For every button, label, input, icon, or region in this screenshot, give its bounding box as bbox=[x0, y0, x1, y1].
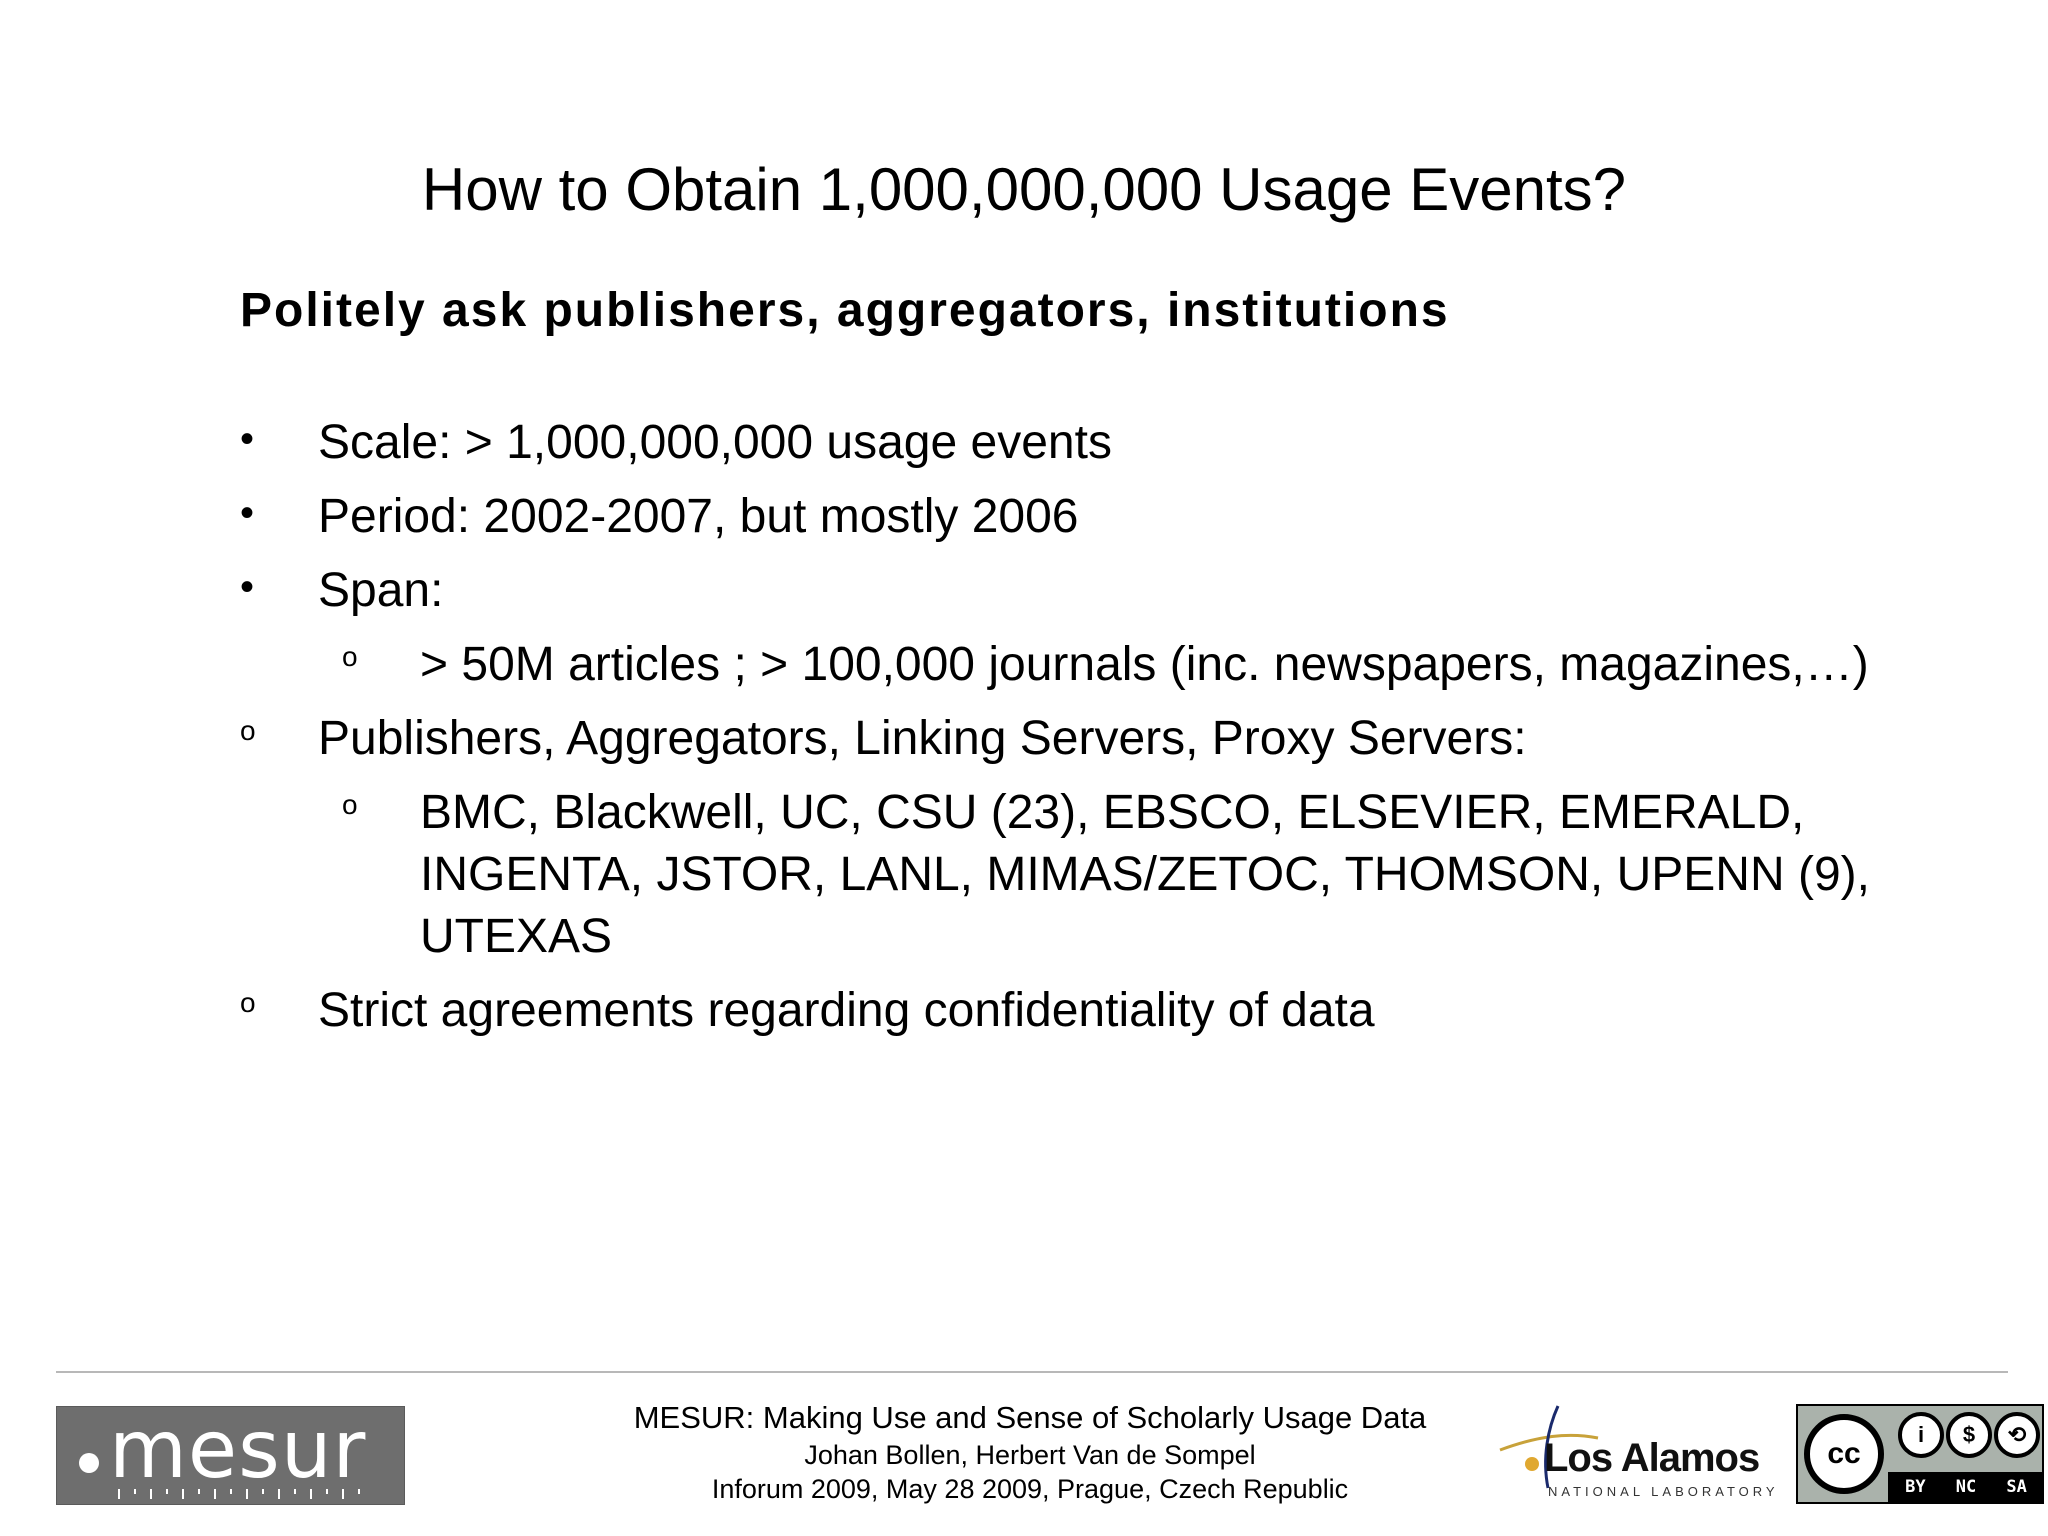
bullet-text: > 50M articles ; > 100,000 journals (inc. newspapers, magazines,…) bbox=[420, 638, 1869, 691]
bullet-item-scale bbox=[240, 412, 1960, 474]
bullet-list bbox=[240, 412, 1960, 1054]
footer-divider bbox=[56, 1371, 2008, 1373]
license-nc: NC bbox=[1955, 1477, 1977, 1497]
logo-dot-icon bbox=[79, 1453, 99, 1473]
bullet-item-agreements bbox=[240, 980, 1960, 1042]
noncommercial-icon: $ bbox=[1946, 1412, 1992, 1458]
slide-footer bbox=[0, 1398, 2048, 1536]
footer-authors: Johan Bollen, Herbert Van de Sompel bbox=[804, 1440, 1256, 1470]
los-alamos-logo bbox=[1498, 1398, 1788, 1514]
logo-ruler-icon bbox=[117, 1489, 367, 1499]
bullet-item-sources bbox=[240, 708, 1960, 770]
bullet-circle-icon: o bbox=[240, 987, 256, 1018]
bullet-item-articles bbox=[240, 634, 1960, 696]
cc-icon: cc bbox=[1804, 1414, 1884, 1494]
bullet-text: Strict agreements regarding confidentiality of data bbox=[318, 984, 1375, 1037]
lab-name: Los Alamos bbox=[1544, 1436, 1760, 1480]
creative-commons-badge bbox=[1796, 1404, 2044, 1504]
bullet-text: Publishers, Aggregators, Linking Servers, Proxy Servers: bbox=[318, 712, 1527, 765]
bullet-item-period bbox=[240, 486, 1960, 548]
bullet-item-providers bbox=[240, 782, 1960, 968]
lab-subtitle: NATIONAL LABORATORY bbox=[1548, 1484, 1779, 1499]
bullet-dot-icon: • bbox=[240, 417, 255, 461]
footer-event: Inforum 2009, May 28 2009, Prague, Czech Republic bbox=[711, 1474, 1349, 1504]
slide-title: How to Obtain 1,000,000,000 Usage Events? bbox=[421, 156, 1627, 223]
bullet-circle-icon: o bbox=[342, 789, 358, 820]
mesur-logo bbox=[56, 1403, 405, 1505]
bullet-dot-icon: • bbox=[240, 565, 255, 609]
bullet-item-span bbox=[240, 560, 1960, 622]
footer-citation bbox=[540, 1398, 1520, 1506]
license-labels bbox=[1890, 1474, 2042, 1500]
license-by: BY bbox=[1905, 1477, 1926, 1497]
attribution-icon: i bbox=[1898, 1412, 1944, 1458]
bullet-text: BMC, Blackwell, UC, CSU (23), EBSCO, ELSEVIER, EMERALD, INGENTA, JSTOR, LANL, MIMAS/ZETOC, THOMSON, UPENN (9), UTEXAS bbox=[420, 786, 1870, 963]
bullet-text: Span: bbox=[318, 564, 444, 617]
bullet-circle-icon: o bbox=[342, 641, 358, 672]
footer-project-title: MESUR: Making Use and Sense of Scholarly Usage Data bbox=[633, 1400, 1427, 1435]
bullet-text: Period: 2002-2007, but mostly 2006 bbox=[318, 490, 1079, 543]
license-sa: SA bbox=[2006, 1477, 2027, 1497]
slide-subtitle: Politely ask publishers, aggregators, institutions bbox=[240, 284, 1450, 337]
logo-wordmark: mesur bbox=[109, 1403, 367, 1496]
bullet-text: Scale: > 1,000,000,000 usage events bbox=[318, 416, 1112, 469]
bullet-circle-icon: o bbox=[240, 715, 256, 746]
sharealike-icon: ⟲ bbox=[1994, 1412, 2040, 1458]
bullet-dot-icon: • bbox=[240, 491, 255, 535]
